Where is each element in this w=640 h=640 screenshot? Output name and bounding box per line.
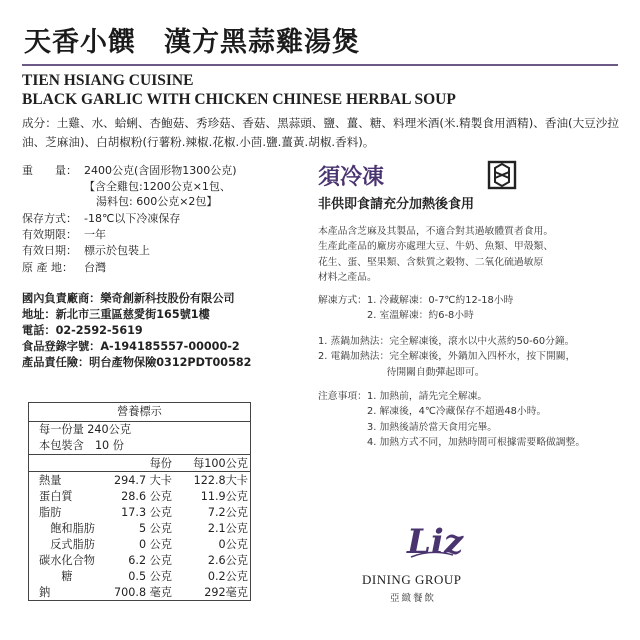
nutrition-row bbox=[29, 488, 250, 504]
frozen-label: 須冷凍 bbox=[318, 165, 385, 190]
spec-value: 台灣 bbox=[84, 261, 106, 274]
recycle-icon bbox=[487, 160, 517, 190]
per-serving-value: 6.2 公克 bbox=[128, 554, 172, 567]
notes-line: 3. 加熱後請於當天食用完畢。 bbox=[318, 421, 498, 433]
notes-line: 4. 加熱方式不同，加熱時間可根據需要略做調整。 bbox=[318, 437, 586, 449]
nutrition-row bbox=[29, 552, 250, 568]
company-line: 產品責任險：明台產物保險0312PDT00582 bbox=[22, 356, 252, 369]
brand-name-zh: 亞緻餐飲 bbox=[390, 593, 437, 604]
per-serving-value: 0.5 公克 bbox=[128, 570, 172, 583]
title-divider bbox=[22, 64, 618, 66]
nutrient-name: 蛋白質 bbox=[39, 490, 73, 503]
ingredients-text: 成分：土雞、水、蛤蜊、杏鮑菇、秀珍菇、香菇、黑蒜頭、鹽、薑、糖、料理米酒(米.精製食用酒精)、香油(大豆沙拉油、芝麻油)、白胡椒粉(行薯粉.辣椒.花椒.小茴.鹽.薑黃.胡椒.香料)。 bbox=[22, 116, 619, 149]
company-line: 食品登錄字號：A-194185557-00000-2 bbox=[22, 340, 240, 353]
allergen-line: 花生、蛋、堅果類、含麩質之穀物、二氧化硫過敏原 bbox=[318, 256, 544, 268]
per-100g-value: 0.2公克 bbox=[207, 570, 248, 583]
company-line: 地址：新北市三重區慈愛街165號1樓 bbox=[22, 308, 210, 321]
company-line: 電話：02-2592-5619 bbox=[22, 324, 143, 337]
spec-value: 湯料包: 600公克×2包】 bbox=[96, 195, 218, 208]
per-serving-value: 17.3 公克 bbox=[121, 506, 172, 519]
spec-value: 一年 bbox=[84, 228, 106, 241]
nutrition-title: 營養標示 bbox=[29, 403, 250, 422]
per-100g-value: 2.1公克 bbox=[207, 522, 248, 535]
spec-value: 【含全雞包:1200公克×1包、 bbox=[84, 180, 231, 193]
thaw-line: 解凍方式：1. 冷藏解凍：0-7℃約12-18小時 bbox=[318, 295, 514, 306]
product-title-en-line2: BLACK GARLIC WITH CHICKEN CHINESE HERBAL SOUP bbox=[22, 91, 456, 108]
per-100g-value: 11.9公克 bbox=[200, 490, 248, 503]
spec-value: 標示於包裝上 bbox=[84, 244, 150, 257]
heating-line: 2. 電鍋加熱法：完全解凍後，外鍋加入四杯水，按下開關， bbox=[318, 351, 576, 363]
product-title-en-line1: TIEN HSIANG CUISINE bbox=[22, 72, 194, 89]
nutrient-name: 飽和脂肪 bbox=[39, 522, 95, 535]
per-100g-value: 7.2公克 bbox=[207, 506, 248, 519]
spec-row bbox=[22, 178, 231, 194]
col-per-100g: 每100公克 bbox=[172, 455, 250, 472]
nutrient-name: 脂肪 bbox=[39, 506, 62, 519]
nutrient-name: 碳水化合物 bbox=[39, 554, 95, 567]
nutrition-row bbox=[29, 472, 250, 489]
spec-key: 有效期限： bbox=[22, 228, 77, 241]
heat-notice: 非供即食請充分加熱後食用 bbox=[318, 197, 475, 212]
spec-row bbox=[22, 259, 106, 275]
notes-line: 2. 解凍後，4℃冷藏保存不超過48小時。 bbox=[318, 406, 547, 418]
company-line: 國內負責廠商：樂奇創新科技股份有限公司 bbox=[22, 292, 235, 305]
per-100g-value: 2.6公克 bbox=[207, 554, 248, 567]
per-serving-value: 28.6 公克 bbox=[121, 490, 172, 503]
per-serving-value: 700.8 毫克 bbox=[114, 586, 172, 599]
brand-name-en: DINING GROUP bbox=[362, 572, 462, 587]
nutrient-name: 鈉 bbox=[39, 586, 51, 599]
spec-key: 保存方式： bbox=[22, 212, 77, 225]
logo-text: Liz bbox=[407, 522, 464, 562]
nutrition-row bbox=[29, 520, 250, 536]
notes-line: 注意事項：1. 加熱前，請先完全解凍。 bbox=[318, 391, 488, 402]
spec-key: 重 量： bbox=[22, 164, 77, 177]
servings-per-package: 本包裝含 10 份 bbox=[29, 438, 250, 455]
per-serving-value: 294.7 大卡 bbox=[114, 474, 172, 487]
heating-line: 1. 蒸鍋加熱法：完全解凍後，滾水以中火蒸約50-60分鐘。 bbox=[318, 336, 575, 347]
spec-row bbox=[22, 193, 217, 209]
allergen-line: 材料之產品。 bbox=[318, 272, 377, 284]
serving-size: 每一份量 240公克 bbox=[39, 423, 132, 436]
nutrition-table bbox=[28, 402, 251, 601]
spec-row bbox=[22, 242, 150, 258]
heating-line: 待開關自動彈起即可。 bbox=[318, 366, 485, 378]
nutrient-name: 糖 bbox=[39, 570, 73, 583]
spec-key: 有效日期： bbox=[22, 244, 77, 257]
nutrition-row bbox=[29, 536, 250, 552]
liz-logo bbox=[405, 515, 464, 565]
nutrient-name: 熱量 bbox=[39, 474, 62, 487]
spec-row bbox=[22, 210, 180, 226]
spec-value: 2400公克(含固形物1300公克) bbox=[84, 164, 237, 177]
allergen-line: 本產品含芝麻及其製品，不適合對其過敏體質者食用。 bbox=[318, 226, 554, 237]
spec-value: -18℃以下冷凍保存 bbox=[84, 212, 181, 225]
spec-key: 原 產 地： bbox=[22, 261, 73, 274]
thaw-line: 2. 室溫解凍：約6-8小時 bbox=[318, 310, 474, 322]
per-100g-value: 0公克 bbox=[218, 538, 248, 551]
nutrition-row bbox=[29, 568, 250, 584]
allergen-line: 生產此產品的廠房亦處理大豆、牛奶、魚類、甲殼類、 bbox=[318, 241, 554, 253]
product-title-zh: 天香小饌 漢方黑蒜雞湯煲 bbox=[24, 27, 360, 58]
per-serving-value: 0 公克 bbox=[138, 538, 172, 551]
nutrition-row bbox=[29, 584, 250, 600]
spec-row bbox=[22, 226, 106, 242]
per-100g-value: 292毫克 bbox=[204, 586, 248, 599]
spec-row bbox=[22, 162, 237, 178]
per-serving-value: 5 公克 bbox=[138, 522, 172, 535]
nutrition-row bbox=[29, 504, 250, 520]
col-per-serving: 每份 bbox=[106, 455, 172, 472]
per-100g-value: 122.8大卡 bbox=[193, 474, 248, 487]
nutrient-name: 反式脂肪 bbox=[39, 538, 95, 551]
